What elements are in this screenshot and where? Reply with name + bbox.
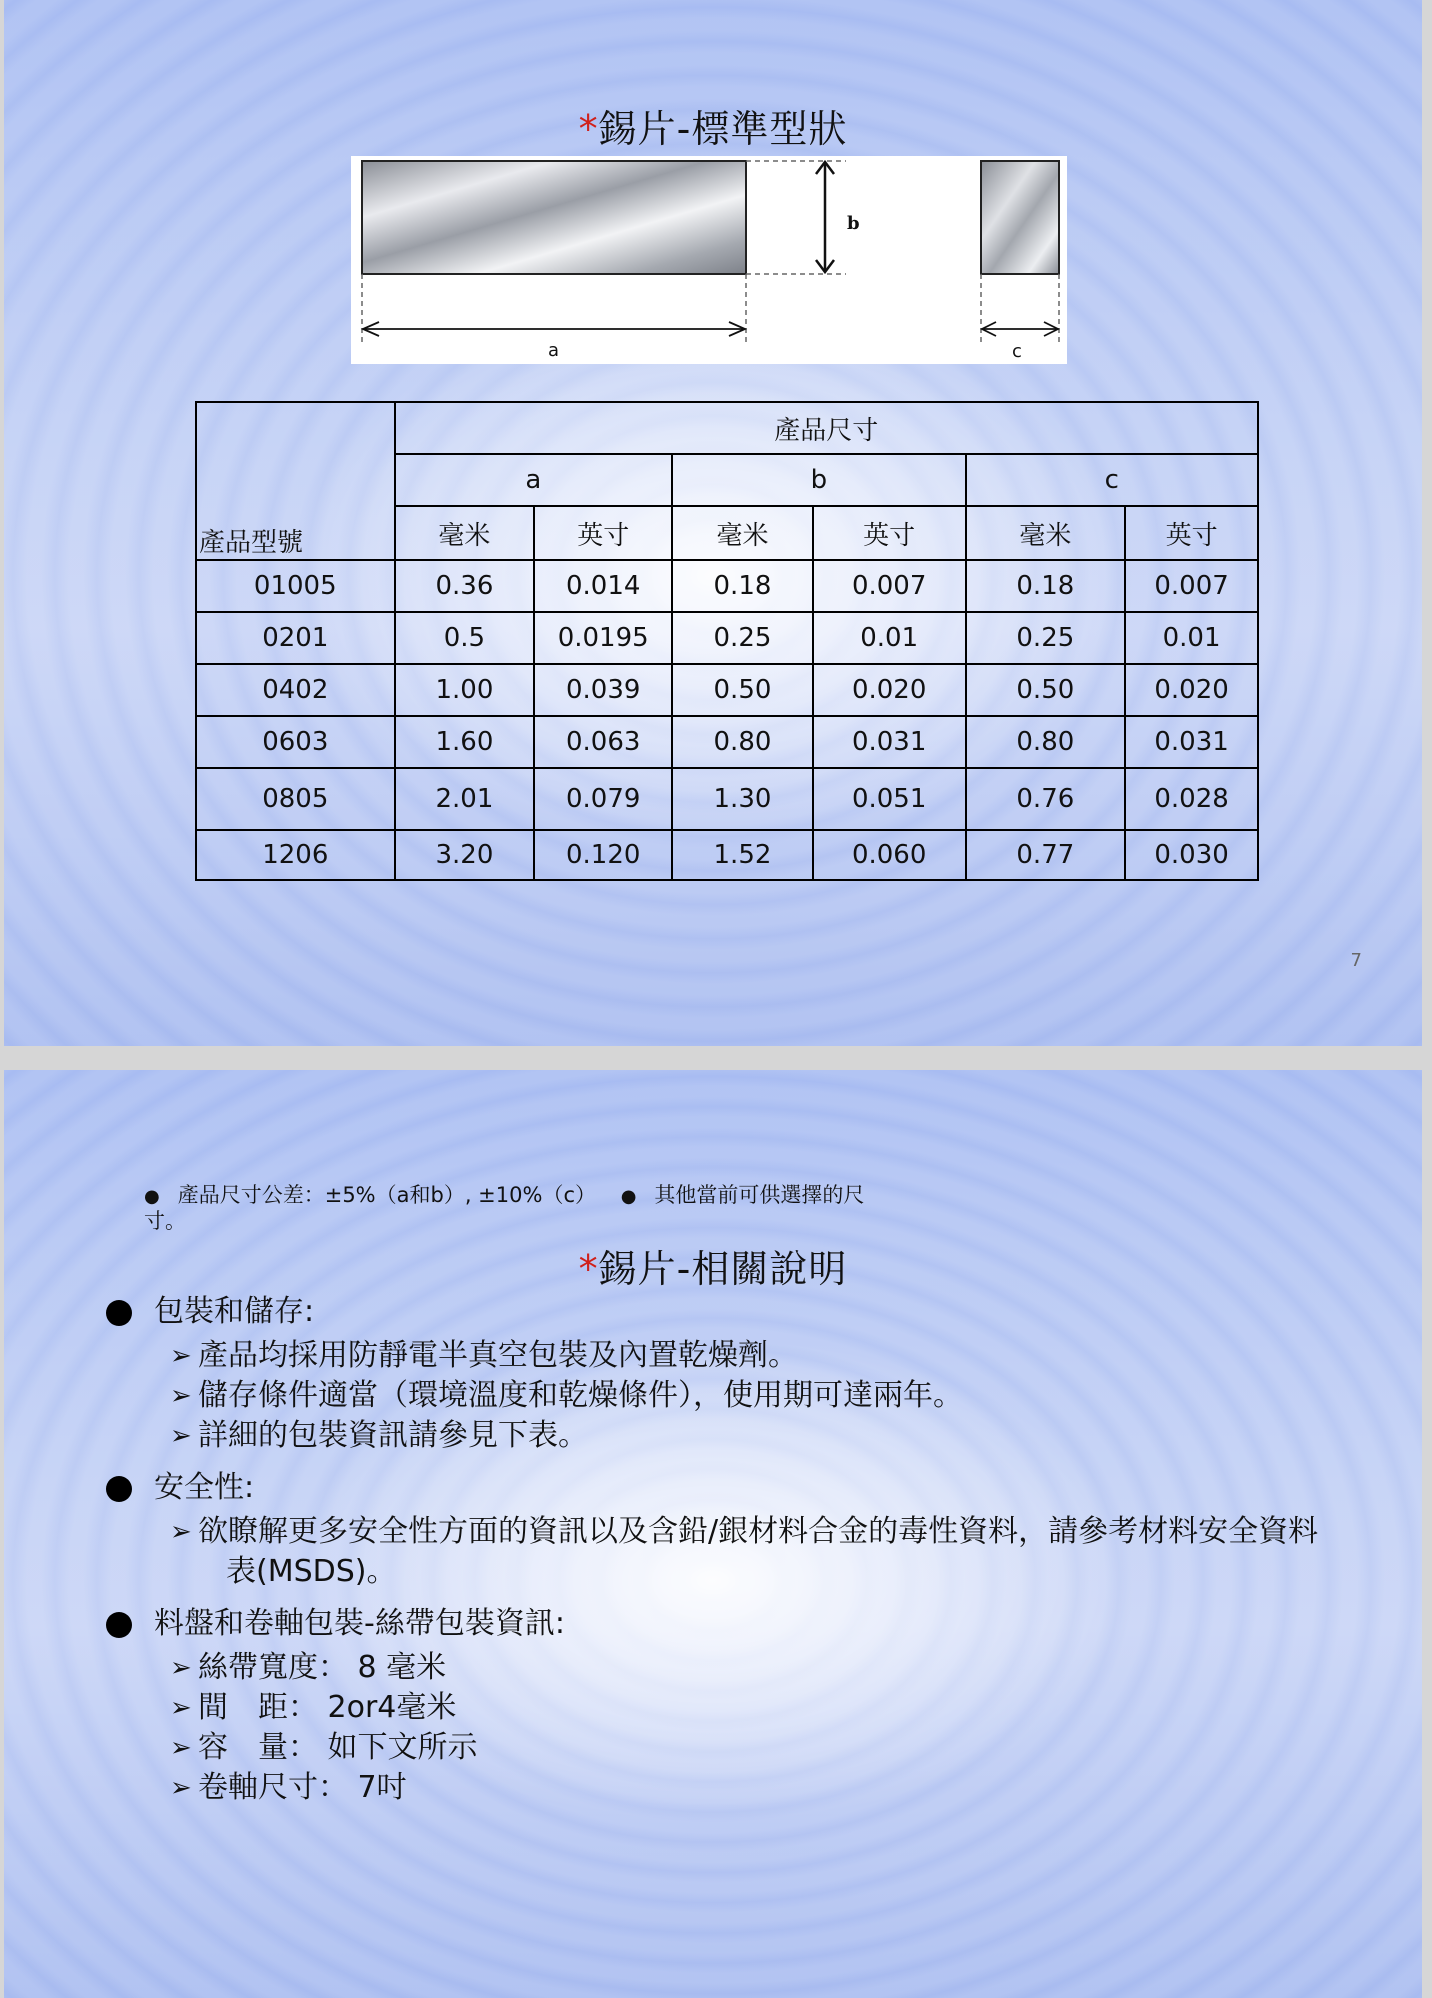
model-cell: 0805 — [196, 768, 395, 830]
dim-b-header: b — [672, 454, 965, 506]
value-cell: 0.50 — [672, 664, 813, 716]
arrow-bullet-icon: ➢ — [170, 1693, 192, 1723]
unit-mm-header: 毫米 — [672, 506, 813, 560]
value-cell: 0.80 — [966, 716, 1126, 768]
dim-c-header: c — [966, 454, 1258, 506]
note-other-sizes: 其他當前可供選擇的尺寸。 — [144, 1183, 865, 1233]
value-cell: 0.014 — [534, 560, 672, 612]
unit-mm-header: 毫米 — [395, 506, 535, 560]
section-label: 料盤和卷軸包裝-絲帶包裝資訊: — [154, 1606, 565, 1641]
value-cell: 0.031 — [1125, 716, 1258, 768]
model-cell: 0201 — [196, 612, 395, 664]
label-a: a — [548, 340, 560, 361]
sub-item-text: 容 量： 如下文所示 — [198, 1730, 478, 1765]
dim-a-header: a — [395, 454, 673, 506]
sub-item-text: 產品均採用防靜電半真空包裝及內置乾燥劑。 — [198, 1338, 798, 1373]
slide-7 — [4, 0, 1422, 1046]
sheet-side-view — [981, 161, 1059, 274]
model-header: 產品型號 — [196, 402, 395, 560]
table-row — [196, 716, 1258, 768]
arrow-bullet-icon: ➢ — [170, 1421, 192, 1451]
sub-item-text: 表(MSDS)。 — [226, 1554, 397, 1589]
arrow-bullet-icon: ➢ — [170, 1773, 192, 1803]
slide-title — [4, 98, 1422, 153]
value-cell: 2.01 — [395, 768, 535, 830]
value-cell: 0.039 — [534, 664, 672, 716]
value-cell: 0.031 — [813, 716, 966, 768]
dimensions-table — [195, 401, 1259, 881]
value-cell: 1.52 — [672, 830, 813, 880]
sub-item — [170, 1512, 1404, 1552]
model-cell: 01005 — [196, 560, 395, 612]
sub-item-text: 間 距： 2or4毫米 — [198, 1690, 457, 1725]
title-text: 錫片-標準型狀 — [598, 107, 848, 151]
arrow-bullet-icon: ➢ — [170, 1733, 192, 1763]
value-cell: 0.028 — [1125, 768, 1258, 830]
bullet-dot — [106, 1300, 132, 1326]
sheet-front-view — [362, 161, 746, 274]
value-cell: 0.007 — [1125, 560, 1258, 612]
value-cell: 0.0195 — [534, 612, 672, 664]
bullet-dot: ● — [620, 1186, 637, 1207]
sub-item — [170, 1552, 1404, 1592]
tin-sheet-diagram — [351, 156, 1067, 364]
value-cell: 0.18 — [672, 560, 813, 612]
value-cell: 0.01 — [813, 612, 966, 664]
value-cell: 0.25 — [672, 612, 813, 664]
sub-item — [170, 1768, 1404, 1808]
value-cell: 0.25 — [966, 612, 1126, 664]
bullet-section — [104, 1468, 1404, 1592]
section-label: 安全性: — [154, 1470, 255, 1505]
value-cell: 0.020 — [1125, 664, 1258, 716]
slide-title — [4, 1238, 1422, 1293]
description-list — [104, 1292, 1404, 1820]
value-cell: 1.00 — [395, 664, 535, 716]
sub-item — [170, 1376, 1404, 1416]
sub-item-text: 詳細的包裝資訊請參見下表。 — [198, 1418, 588, 1453]
value-cell: 0.079 — [534, 768, 672, 830]
page-number: 7 — [1350, 950, 1362, 971]
value-cell: 0.063 — [534, 716, 672, 768]
unit-in-header: 英寸 — [1125, 506, 1258, 560]
arrow-bullet-icon: ➢ — [170, 1517, 192, 1547]
model-cell: 0603 — [196, 716, 395, 768]
arrow-bullet-icon: ➢ — [170, 1653, 192, 1683]
table-row — [196, 560, 1258, 612]
value-cell: 0.120 — [534, 830, 672, 880]
sub-item — [170, 1416, 1404, 1456]
value-cell: 0.18 — [966, 560, 1126, 612]
unit-mm-header: 毫米 — [966, 506, 1126, 560]
product-size-header: 產品尺寸 — [395, 402, 1258, 454]
value-cell: 0.060 — [813, 830, 966, 880]
value-cell: 0.051 — [813, 768, 966, 830]
value-cell: 0.030 — [1125, 830, 1258, 880]
value-cell: 0.5 — [395, 612, 535, 664]
arrow-bullet-icon: ➢ — [170, 1341, 192, 1371]
section-label: 包裝和儲存: — [154, 1294, 315, 1329]
bullet-section — [104, 1292, 1404, 1456]
arrow-bullet-icon: ➢ — [170, 1381, 192, 1411]
value-cell: 1.60 — [395, 716, 535, 768]
value-cell: 0.01 — [1125, 612, 1258, 664]
label-b: b — [847, 213, 860, 234]
value-cell: 0.50 — [966, 664, 1126, 716]
bullet-dot — [106, 1476, 132, 1502]
table-row — [196, 664, 1258, 716]
table-row — [196, 830, 1258, 880]
model-cell: 1206 — [196, 830, 395, 880]
value-cell: 0.36 — [395, 560, 535, 612]
value-cell: 0.76 — [966, 768, 1126, 830]
value-cell: 1.30 — [672, 768, 813, 830]
sub-item — [170, 1688, 1404, 1728]
bullet-dot: ● — [144, 1186, 160, 1207]
sub-item — [170, 1336, 1404, 1376]
value-cell: 3.20 — [395, 830, 535, 880]
unit-in-header: 英寸 — [813, 506, 966, 560]
value-cell: 0.80 — [672, 716, 813, 768]
slide-8 — [4, 1070, 1422, 1998]
sub-item — [170, 1648, 1404, 1688]
dimension-a-arrow — [363, 322, 745, 336]
value-cell: 0.007 — [813, 560, 966, 612]
note-tolerance: 產品尺寸公差：±5%（a和b）, ±10%（c） — [177, 1183, 596, 1207]
dimension-b-arrow — [816, 162, 834, 272]
table-row — [196, 612, 1258, 664]
unit-in-header: 英寸 — [534, 506, 672, 560]
value-cell: 0.020 — [813, 664, 966, 716]
title-asterisk: * — [578, 1247, 599, 1291]
value-cell: 0.77 — [966, 830, 1126, 880]
sub-item — [170, 1728, 1404, 1768]
sub-item-text: 絲帶寬度： 8 毫米 — [198, 1650, 447, 1685]
title-asterisk: * — [578, 107, 599, 151]
tolerance-note — [144, 1183, 904, 1234]
sub-item-text: 卷軸尺寸： 7吋 — [198, 1770, 407, 1805]
label-c: c — [1012, 341, 1022, 362]
table-row — [196, 768, 1258, 830]
sub-item-text: 欲瞭解更多安全性方面的資訊以及含鉛/銀材料合金的毒性資料，請參考材料安全資料 — [198, 1514, 1319, 1549]
bullet-section — [104, 1604, 1404, 1808]
title-text: 錫片-相關說明 — [598, 1247, 848, 1291]
model-cell: 0402 — [196, 664, 395, 716]
sub-item-text: 儲存條件適當（環境溫度和乾燥條件），使用期可達兩年。 — [198, 1378, 963, 1413]
bullet-dot — [106, 1612, 132, 1638]
dimension-c-arrow — [982, 322, 1058, 336]
